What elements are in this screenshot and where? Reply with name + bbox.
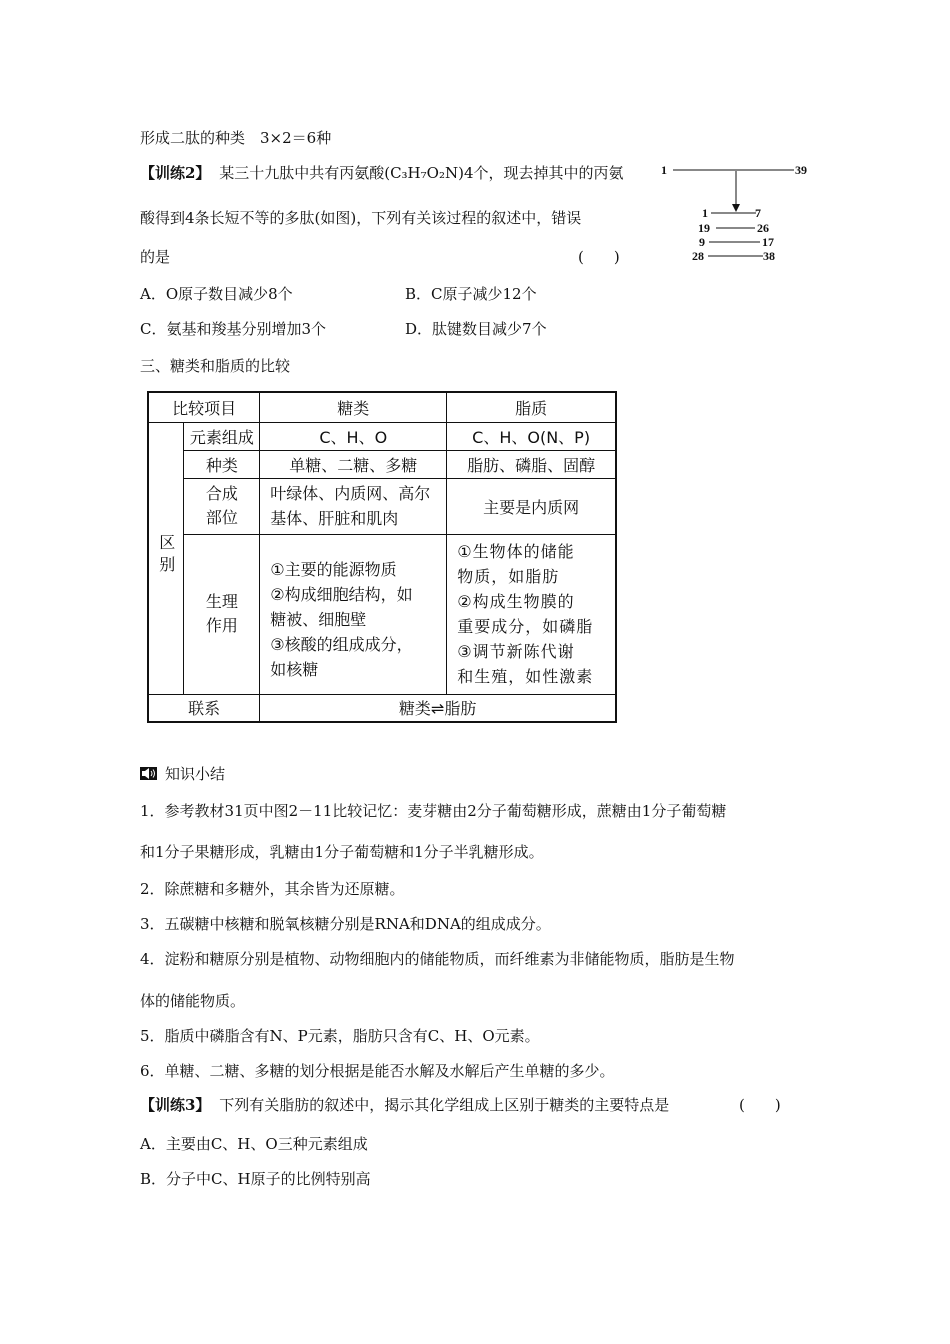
peptide-lines (660, 160, 820, 270)
table-row-function (148, 534, 616, 694)
exercise3-line (140, 1094, 669, 1115)
exercise2-option-d: D．肽键数目减少7个 (405, 320, 547, 338)
exercise2-stem-1: 某三十九肽中共有丙氨酸(C₃H₇O₂N)4个，现去掉其中的丙氨 (219, 164, 624, 182)
function-sugar-line: 糖被、细胞壁 (270, 609, 367, 629)
peptide-top-start: 1 (661, 163, 667, 177)
row-lipid: C、H、O(N、P) (447, 422, 616, 450)
chain2-end: 26 (757, 221, 769, 235)
row-item (184, 534, 260, 694)
exercise2-option-b: B．C原子减少12个 (405, 285, 537, 303)
summary-item: 4．淀粉和糖原分别是植物、动物细胞内的储能物质，而纤维素为非储能物质，脂肪是生物 (140, 950, 735, 968)
group-label: 区别 (156, 534, 176, 578)
function-lipid-line: 和生殖，如性激素 (457, 667, 594, 686)
row-item (184, 478, 260, 534)
relation-value: 糖类⇌脂肪 (260, 694, 616, 722)
function-sugar-line: ③核酸的组成成分， (270, 634, 413, 654)
function-lipid-line: 物质，如脂肪 (457, 567, 560, 586)
exercise2-option-c: C．氨基和羧基分别增加3个 (140, 320, 327, 338)
table-row (148, 450, 616, 478)
row-item: 元素组成 (184, 422, 260, 450)
row-lipid: 脂肪、磷脂、固醇 (447, 450, 616, 478)
exercise2-stem-2: 酸得到4条长短不等的多肽(如图)，下列有关该过程的叙述中，错误 (140, 209, 582, 227)
group-label-cell (148, 422, 184, 694)
function-lipid-line: ②构成生物膜的 (457, 592, 575, 611)
summary-item: 5．脂质中磷脂含有N、P元素，脂肪只含有C、H、O元素。 (140, 1027, 540, 1045)
summary-item: 体的储能物质。 (140, 992, 246, 1010)
intro-line: 形成二肽的种类 3×2＝6种 (140, 129, 332, 147)
summary-item: 1．参考教材31页中图2－11比较记忆：麦芽糖由2分子葡萄糖形成，蔗糖由1分子葡萄糖 (140, 802, 727, 820)
exercise2-answer-paren: ( ) (578, 248, 620, 266)
table-relation-row (148, 694, 616, 722)
summary-title-row (140, 763, 225, 784)
row-item: 种类 (184, 450, 260, 478)
row-sugar: 单糖、二糖、多糖 (260, 450, 447, 478)
table-row (148, 422, 616, 450)
exercise2-option-a: A．O原子数目减少8个 (140, 285, 293, 303)
exercise2-tag: 【训练2】 (140, 164, 211, 182)
chain4-start: 28 (692, 249, 704, 263)
chain3-end: 17 (762, 235, 774, 249)
row-sugar: 叶绿体、内质网、高尔基体、肝脏和肌肉 (260, 478, 447, 534)
function-sugar-line: 如核糖 (270, 659, 319, 679)
function-sugar-line: ①主要的能源物质 (270, 559, 397, 579)
row-item-text: 生理作用 (205, 592, 238, 635)
header-lipid: 脂质 (447, 392, 616, 422)
summary-item: 6．单糖、二糖、多糖的划分根据是能否水解及水解后产生单糖的多少。 (140, 1062, 615, 1080)
function-lipid (447, 534, 616, 694)
header-sugar: 糖类 (260, 392, 447, 422)
function-lipid-line: ③调节新陈代谢 (457, 642, 575, 661)
summary-item: 2．除蔗糖和多糖外，其余皆为还原糖。 (140, 880, 405, 898)
exercise3-stem: 下列有关脂肪的叙述中，揭示其化学组成上区别于糖类的主要特点是 (219, 1096, 670, 1114)
exercise2-line1 (140, 162, 624, 183)
function-lipid-line: 重要成分，如磷脂 (457, 617, 594, 636)
peptide-top-end: 39 (795, 163, 807, 177)
table-header-row (148, 392, 616, 422)
relation-label: 联系 (148, 694, 260, 722)
chain1-start: 1 (702, 206, 708, 220)
exercise3-answer-paren: ( ) (739, 1096, 781, 1114)
exercise2-stem-3: 的是 (140, 248, 171, 266)
row-item-text: 合成部位 (205, 484, 238, 527)
function-lipid-line: ①生物体的储能 (457, 542, 575, 561)
summary-title: 知识小结 (165, 765, 226, 783)
exercise3-tag: 【训练3】 (140, 1096, 211, 1114)
function-sugar-line: ②构成细胞结构，如 (270, 584, 413, 604)
row-lipid: 主要是内质网 (447, 478, 616, 534)
row-sugar: C、H、O (260, 422, 447, 450)
summary-item: 和1分子果糖形成，乳糖由1分子葡萄糖和1分子半乳糖形成。 (140, 843, 544, 861)
summary-item: 3．五碳糖中核糖和脱氧核糖分别是RNA和DNA的组成成分。 (140, 915, 551, 933)
chain4-end: 38 (763, 249, 775, 263)
exercise3-option-a: A．主要由C、H、O三种元素组成 (140, 1135, 368, 1153)
chain1-end: 7 (755, 206, 761, 220)
section3-title: 三、糖类和脂质的比较 (140, 357, 291, 375)
function-sugar (260, 534, 447, 694)
speaker-icon (140, 767, 157, 780)
chain2-start: 19 (698, 221, 710, 235)
chain3-start: 9 (699, 235, 705, 249)
table-row (148, 478, 616, 534)
comparison-table (147, 391, 617, 723)
exercise3-option-b: B．分子中C、H原子的比例特别高 (140, 1170, 371, 1188)
header-item: 比较项目 (148, 392, 260, 422)
